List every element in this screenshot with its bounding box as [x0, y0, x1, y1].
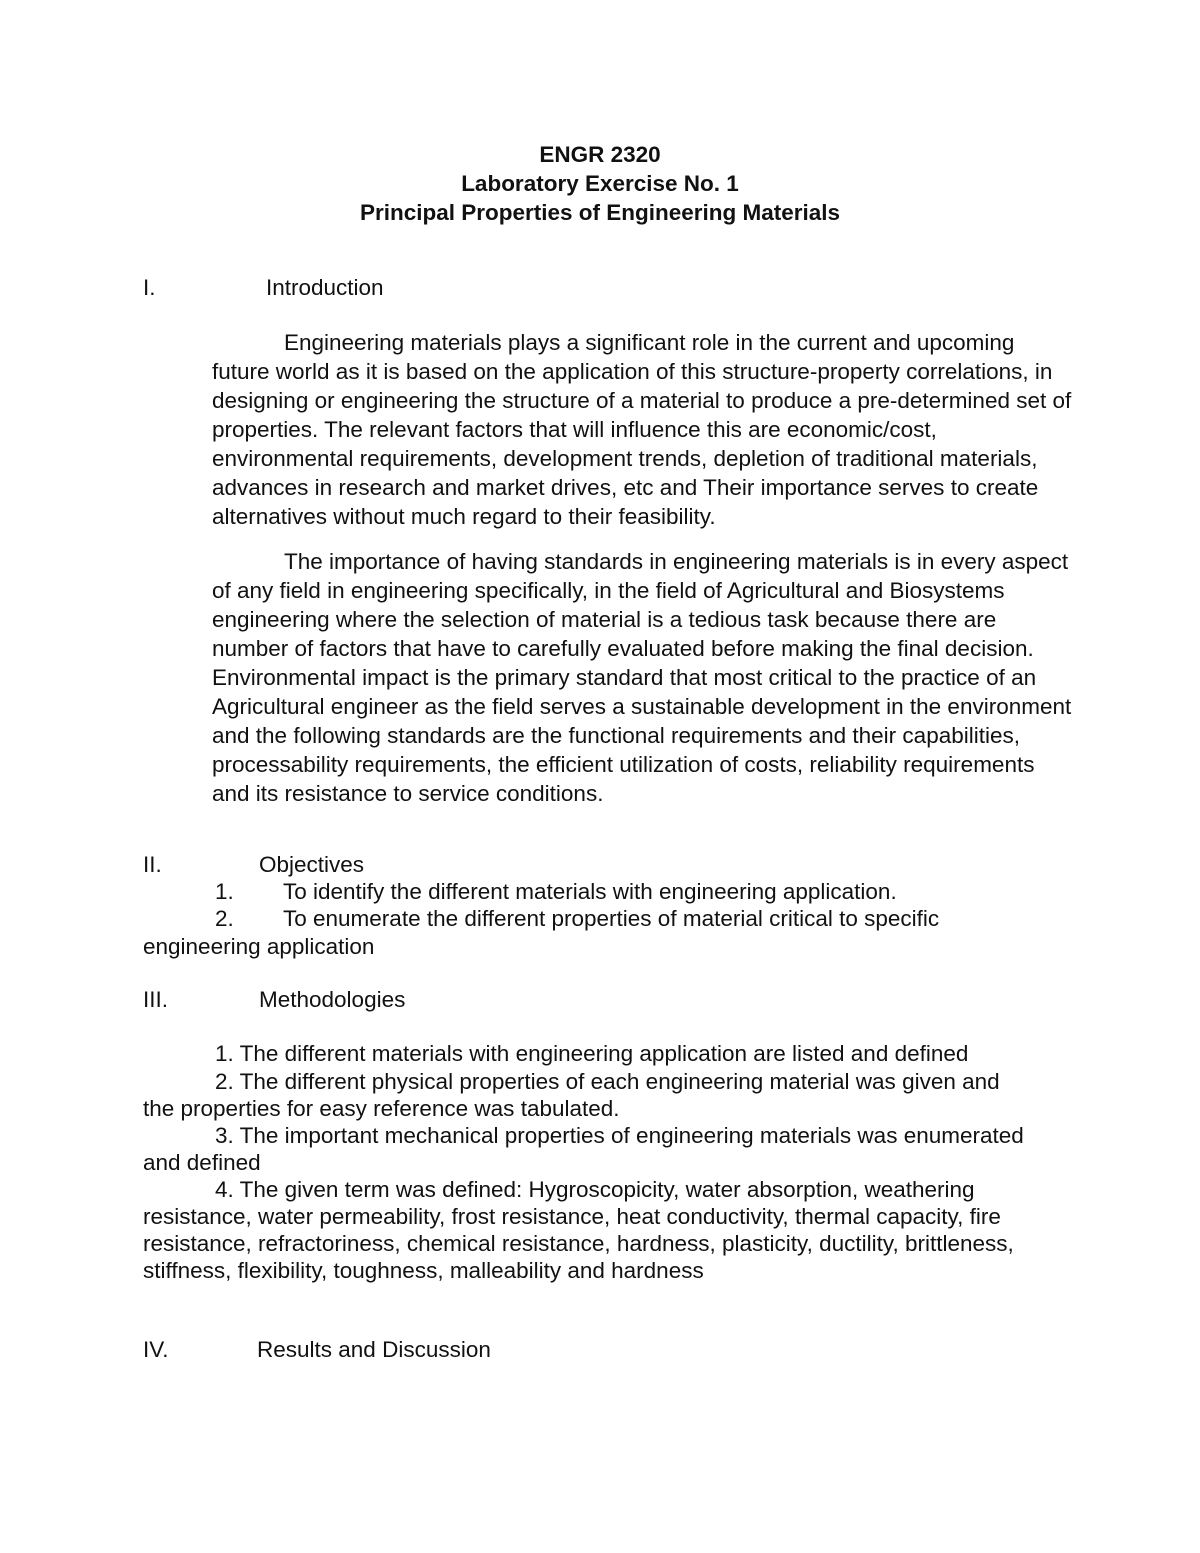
methodology-item-continued: and defined: [143, 1150, 261, 1175]
section-title: Objectives: [259, 852, 365, 877]
methodology-item-continued: stiffness, flexibility, toughness, malleability and hardness: [143, 1258, 704, 1283]
intro-paragraph-2: The importance of having standards in engineering materials is in every aspect of any field in engineering specifically, in the field of Agricultural and Biosystems engineering where the selection of material is a tedious task because there are number of factors that have to carefully evaluated before making the final decision. Environmental impact is the primary standard that most critical to the practice of an Agricultural engineer as the field serves a sustainable development in the environment and the following standards are the functional requirements and their capabilities, processability requirements, the efficient utilization of costs, reliability requirements and its resistance to service conditions.: [212, 549, 1072, 806]
methodology-item-continued: the properties for easy reference was tabulated.: [143, 1096, 620, 1121]
section-title: Methodologies: [259, 987, 406, 1012]
methodology-item: 3. The important mechanical properties of engineering materials was enumerated: [215, 1123, 1024, 1148]
title-block: [0, 140, 1200, 227]
methodology-item-continued: resistance, refractoriness, chemical resistance, hardness, plasticity, ductility, brittleness,: [143, 1231, 1014, 1256]
objective-item-continued: engineering application: [143, 934, 375, 959]
methodology-item-continued: resistance, water permeability, frost resistance, heat conductivity, thermal capacity, fire: [143, 1204, 1001, 1229]
course-code: ENGR 2320: [539, 142, 661, 167]
section-title: Results and Discussion: [257, 1337, 491, 1362]
section-number: II.: [143, 852, 162, 877]
section-title: Introduction: [266, 275, 384, 300]
objective-item: To enumerate the different properties of material critical to specific: [283, 906, 940, 931]
objective-number: 1.: [215, 879, 234, 904]
methodology-item: 1. The different materials with engineering application are listed and defined: [215, 1041, 969, 1066]
section-number: I.: [143, 275, 156, 300]
exercise-number: Laboratory Exercise No. 1: [461, 171, 739, 196]
intro-paragraph-1: Engineering materials plays a significant role in the current and upcoming future world as it is based on the application of this structure-property correlations, in designing or engineering the structure of a material to produce a pre-determined set of properties. The relevant factors that will influence this are economic/cost, environmental requirements, development trends, depletion of traditional materials, advances in research and market drives, etc and Their importance serves to create alternatives without much regard to their feasibility.: [212, 330, 1072, 529]
methodology-item: 4. The given term was defined: Hygroscopicity, water absorption, weathering: [215, 1177, 975, 1202]
exercise-title: Principal Properties of Engineering Materials: [359, 200, 841, 225]
objective-item: To identify the different materials with engineering application.: [283, 879, 897, 904]
section-number: III.: [143, 987, 169, 1012]
objective-number: 2.: [215, 906, 234, 931]
section-number: IV.: [143, 1337, 169, 1362]
methodology-item: 2. The different physical properties of each engineering material was given and: [215, 1069, 1000, 1094]
